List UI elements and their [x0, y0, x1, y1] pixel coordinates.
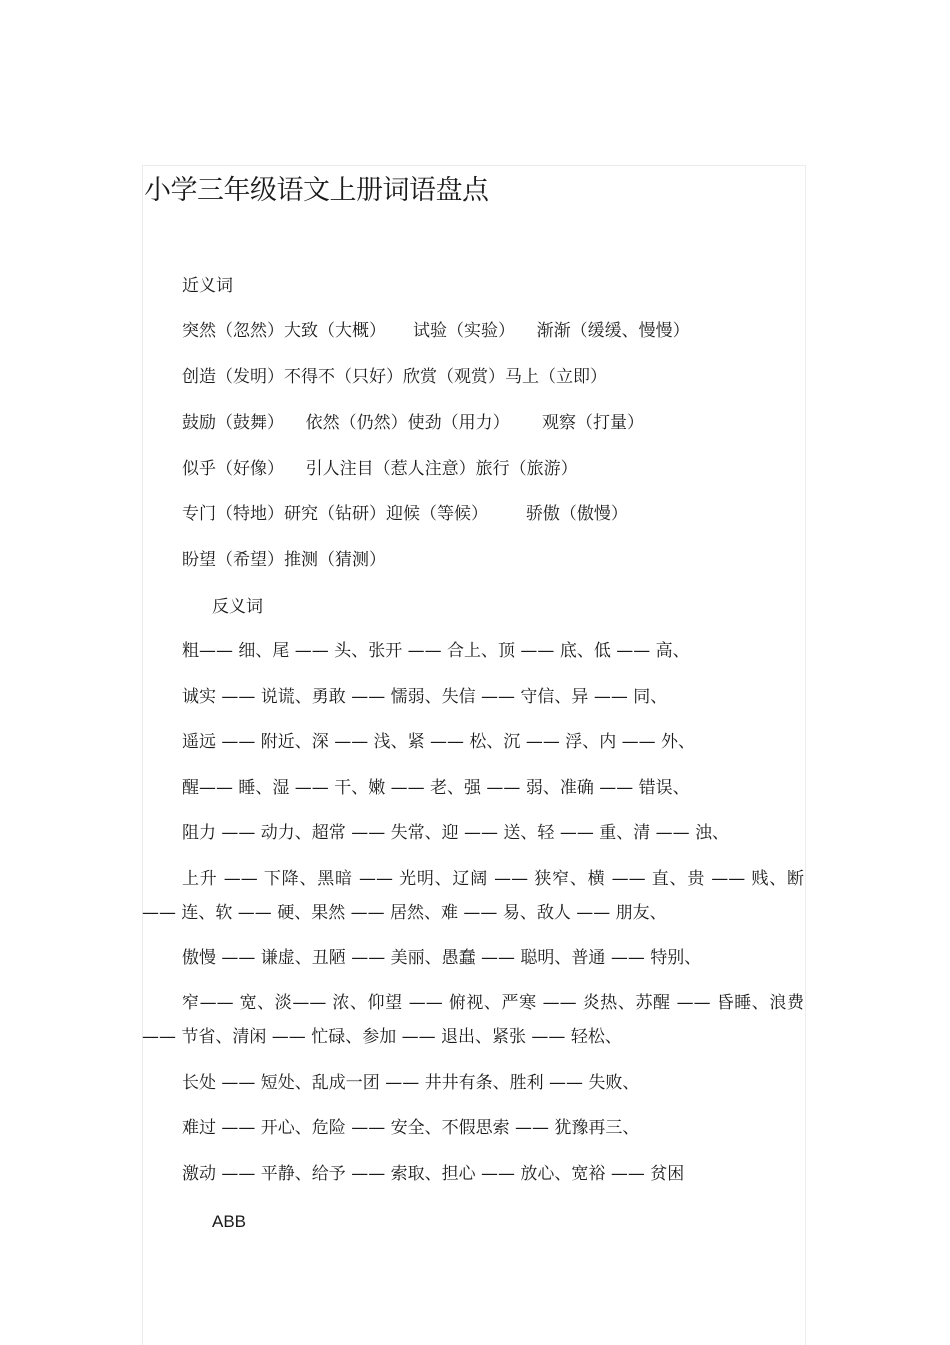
antonym-line: 遥远 —— 附近、深 —— 浅、紧 —— 松、沉 —— 浮、内 —— 外、	[182, 732, 696, 752]
document-title: 小学三年级语文上册词语盘点	[144, 175, 489, 206]
antonym-wrapped-line: 上升 —— 下降、黑暗 —— 光明、辽阔 —— 狭窄、横 —— 直、贵 —— 贱、断—— 连、软 —— 硬、果然 —— 居然、难 —— 易、敌人 —— 朋友、	[142, 869, 804, 923]
synonym-line: 突然（忽然）大致（大概） 试验（实验） 渐渐（缓缓、慢慢）	[182, 321, 690, 341]
antonym-line: 长处 —— 短处、乱成一团 —— 井井有条、胜利 —— 失败、	[182, 1073, 640, 1093]
antonym-line: 粗—— 细、尾 —— 头、张开 —— 合上、顶 —— 底、低 —— 高、	[182, 641, 690, 661]
antonyms-heading: 反义词	[212, 597, 263, 617]
synonyms-heading: 近义词	[182, 276, 233, 296]
antonym-line: 阻力 —— 动力、超常 —— 失常、迎 —— 送、轻 —— 重、清 —— 浊、	[182, 823, 730, 843]
synonym-line: 盼望（希望）推测（猜测）	[182, 550, 386, 570]
antonym-line: 醒—— 睡、湿 —— 干、嫩 —— 老、强 —— 弱、准确 —— 错误、	[182, 778, 690, 798]
synonym-line: 鼓励（鼓舞） 依然（仍然）使劲（用力） 观察（打量）	[182, 413, 645, 433]
antonym-wrapped-line: 窄—— 宽、淡—— 浓、仰望 —— 俯视、严寒 —— 炎热、苏醒 —— 昏睡、浪费 —— 节省、清闲 —— 忙碌、参加 —— 退出、紧张 —— 轻松、	[142, 993, 804, 1047]
synonym-line: 似乎（好像） 引人注目（惹人注意）旅行（旅游）	[182, 459, 578, 479]
synonym-line: 创造（发明）不得不（只好）欣赏（观赏）马上（立即）	[182, 367, 607, 387]
synonym-line: 专门（特地）研究（钻研）迎候（等候） 骄傲（傲慢）	[182, 504, 628, 524]
abb-heading: ABB	[212, 1212, 247, 1231]
antonym-line: 难过 —— 开心、危险 —— 安全、不假思索 —— 犹豫再三、	[182, 1118, 640, 1138]
antonym-line: 傲慢 —— 谦虚、丑陋 —— 美丽、愚蠢 —— 聪明、普通 —— 特别、	[182, 948, 702, 968]
antonym-line: 诚实 —— 说谎、勇敢 —— 懦弱、失信 —— 守信、异 —— 同、	[182, 687, 668, 707]
antonym-line: 激动 —— 平静、给予 —— 索取、担心 —— 放心、宽裕 —— 贫困	[182, 1164, 685, 1184]
